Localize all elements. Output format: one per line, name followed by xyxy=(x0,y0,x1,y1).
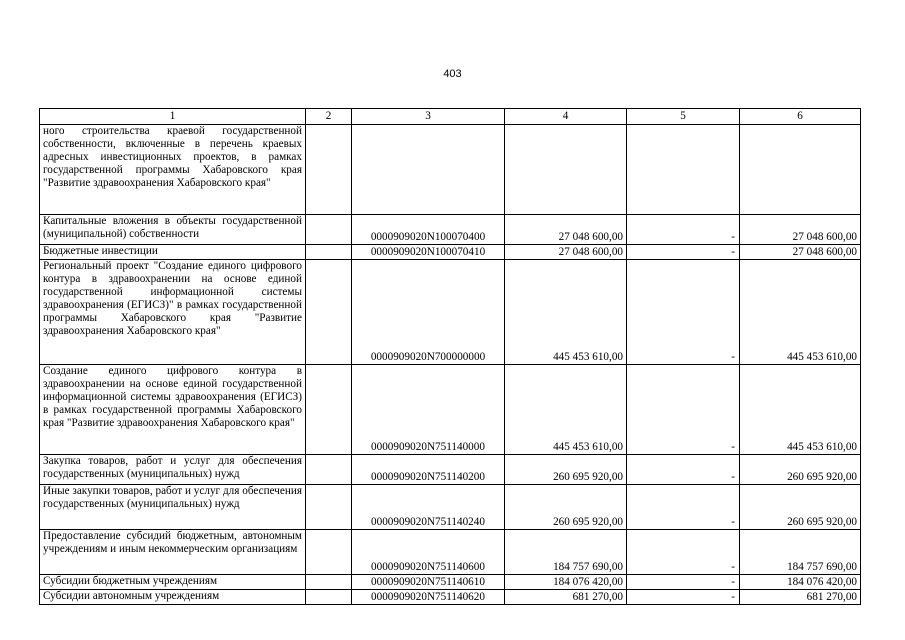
budget-code-cell: 0000909020N751140240 xyxy=(352,485,505,530)
column-5-cell: - xyxy=(627,215,740,245)
budget-code-cell: 0000909020N751140000 xyxy=(352,365,505,455)
total-cell: 445 453 610,00 xyxy=(740,260,861,365)
column-5-cell: - xyxy=(627,590,740,605)
header-cell-3: 3 xyxy=(352,109,505,125)
table-row xyxy=(40,245,861,260)
total-cell: 260 695 920,00 xyxy=(740,455,861,485)
table-row xyxy=(40,215,861,245)
table-row xyxy=(40,365,861,455)
column-5-cell: - xyxy=(627,530,740,575)
total-cell: 184 757 690,00 xyxy=(740,530,861,575)
column-2-cell xyxy=(306,455,352,485)
total-cell xyxy=(740,125,861,215)
header-cell-5: 5 xyxy=(627,109,740,125)
total-cell: 27 048 600,00 xyxy=(740,215,861,245)
column-2-cell xyxy=(306,530,352,575)
amount-cell: 260 695 920,00 xyxy=(505,455,627,485)
table-row xyxy=(40,125,861,215)
budget-code-cell xyxy=(352,125,505,215)
amount-cell: 445 453 610,00 xyxy=(505,365,627,455)
table-row xyxy=(40,455,861,485)
budget-table xyxy=(39,108,861,605)
budget-code-cell: 0000909020N751140610 xyxy=(352,575,505,590)
column-5-cell: - xyxy=(627,245,740,260)
column-5-cell: - xyxy=(627,260,740,365)
total-cell: 681 270,00 xyxy=(740,590,861,605)
item-name-cell: Создание единого цифрового контура в здравоохранении на основе единой государственной информационной системы здравоохранения (ЕГИСЗ) в рамках государственной программы Хабаровского края "Развитие здравоохранения Хабаровского края" xyxy=(40,365,306,455)
column-5-cell: - xyxy=(627,575,740,590)
column-2-cell xyxy=(306,215,352,245)
item-name-cell: Иные закупки товаров, работ и услуг для обеспечения государственных (муниципальных) нужд xyxy=(40,485,306,530)
amount-cell: 27 048 600,00 xyxy=(505,245,627,260)
column-5-cell: - xyxy=(627,485,740,530)
item-name-cell: Бюджетные инвестиции xyxy=(40,245,306,260)
page-number: 403 xyxy=(443,68,462,80)
total-cell: 184 076 420,00 xyxy=(740,575,861,590)
amount-cell: 27 048 600,00 xyxy=(505,215,627,245)
header-cell-6: 6 xyxy=(740,109,861,125)
budget-code-cell: 0000909020N700000000 xyxy=(352,260,505,365)
amount-cell: 184 757 690,00 xyxy=(505,530,627,575)
budget-table-body xyxy=(40,109,861,605)
table-row xyxy=(40,485,861,530)
column-2-cell xyxy=(306,485,352,530)
item-name-cell: Субсидии автономным учреждениям xyxy=(40,590,306,605)
amount-cell: 681 270,00 xyxy=(505,590,627,605)
budget-code-cell: 0000909020N100070410 xyxy=(352,245,505,260)
item-name-cell: Закупка товаров, работ и услуг для обеспечения государственных (муниципальных) нужд xyxy=(40,455,306,485)
budget-code-cell: 0000909020N751140200 xyxy=(352,455,505,485)
budget-code-cell: 0000909020N751140620 xyxy=(352,590,505,605)
amount-cell: 260 695 920,00 xyxy=(505,485,627,530)
item-name-cell: Региональный проект "Создание единого цифрового контура в здравоохранении на основе единой государственной информационной системы здравоохранения (ЕГИСЗ)" в рамках государственной программы Хабаровского края "Развитие здравоохранения Хабаровского края" xyxy=(40,260,306,365)
column-5-cell: - xyxy=(627,365,740,455)
column-2-cell xyxy=(306,245,352,260)
total-cell: 260 695 920,00 xyxy=(740,485,861,530)
header-row xyxy=(40,109,861,125)
item-name-cell: Субсидии бюджетным учреждениям xyxy=(40,575,306,590)
header-cell-2: 2 xyxy=(306,109,352,125)
column-2-cell xyxy=(306,365,352,455)
header-cell-4: 4 xyxy=(505,109,627,125)
column-2-cell xyxy=(306,260,352,365)
column-2-cell xyxy=(306,575,352,590)
table-row xyxy=(40,575,861,590)
amount-cell xyxy=(505,125,627,215)
item-name-cell: Предоставление субсидий бюджетным, автономным учреждениям и иным некоммерческим организациям xyxy=(40,530,306,575)
table-row xyxy=(40,260,861,365)
column-2-cell xyxy=(306,590,352,605)
item-name-cell: ного строительства краевой государственной собственности, включенные в перечень краевых адресных инвестиционных проектов, в рамках государственной программы Хабаровского края "Развитие здравоохранения Хабаровского края" xyxy=(40,125,306,215)
table-row xyxy=(40,590,861,605)
amount-cell: 184 076 420,00 xyxy=(505,575,627,590)
budget-code-cell: 0000909020N100070400 xyxy=(352,215,505,245)
column-2-cell xyxy=(306,125,352,215)
header-cell-1: 1 xyxy=(40,109,306,125)
budget-code-cell: 0000909020N751140600 xyxy=(352,530,505,575)
column-5-cell xyxy=(627,125,740,215)
table-row xyxy=(40,530,861,575)
item-name-cell: Капитальные вложения в объекты государственной (муниципальной) собственности xyxy=(40,215,306,245)
total-cell: 445 453 610,00 xyxy=(740,365,861,455)
total-cell: 27 048 600,00 xyxy=(740,245,861,260)
amount-cell: 445 453 610,00 xyxy=(505,260,627,365)
column-5-cell: - xyxy=(627,455,740,485)
